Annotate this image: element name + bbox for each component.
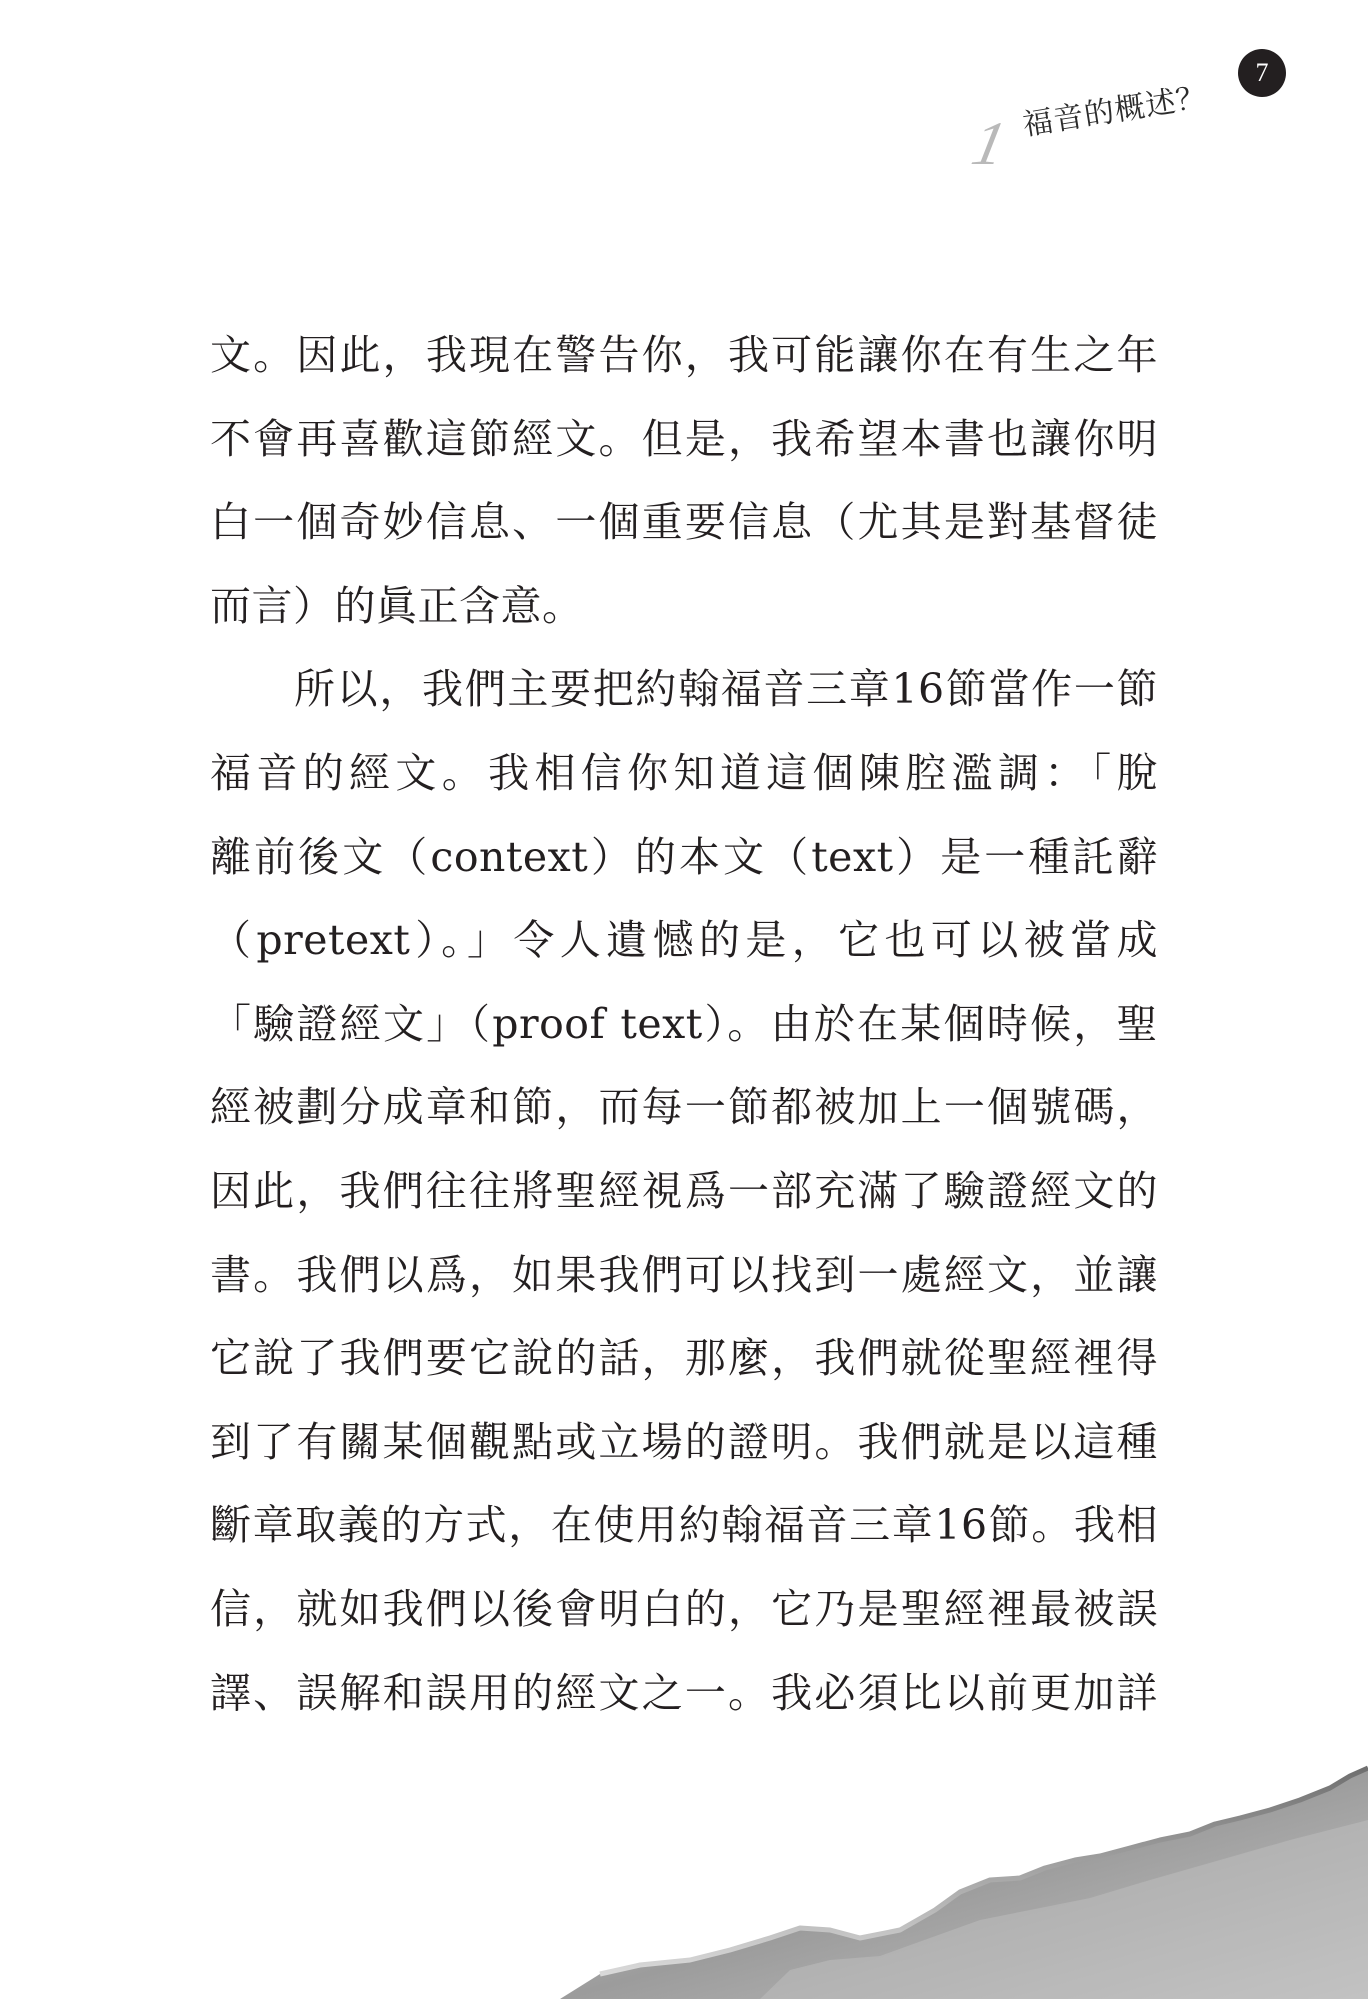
text-line: 福音的經文。我相信你知道這個陳腔濫調：「脫	[210, 748, 1158, 797]
running-title: 福音的概述？	[1020, 79, 1210, 144]
text-line: 書。我們以爲，如果我們可以找到一處經文，並讓	[210, 1250, 1158, 1299]
text-line: 白一個奇妙信息、一個重要信息（尤其是對基督徒	[210, 498, 1158, 547]
text-line: 信，就如我們以後會明白的，它乃是聖經裡最被誤	[210, 1584, 1158, 1633]
text-line: 經被劃分成章和節，而每一節都被加上一個號碼，	[210, 1083, 1158, 1132]
page-number-badge: 7	[1238, 49, 1286, 97]
text-line: （pretext）。」令人遺憾的是，它也可以被當成	[210, 916, 1158, 965]
text-line: 譯、誤解和誤用的經文之一。我必須比以前更加詳	[210, 1668, 1158, 1717]
text-line: 而言）的眞正含意。	[210, 581, 584, 630]
text-line: 斷章取義的方式，在使用約翰福音三章16節。我相	[210, 1501, 1158, 1550]
text-line: 不會再喜歡這節經文。但是，我希望本書也讓你明	[210, 414, 1158, 463]
text-line: 離前後文（context）的本文（text）是一種託辭	[210, 832, 1158, 881]
chapter-number: 1	[966, 108, 1013, 178]
paragraph	[210, 656, 1158, 1743]
chapter-number-mark	[966, 104, 1016, 178]
body-text	[210, 322, 1158, 1743]
text-line: 「驗證經文」（proof text）。由於在某個時候，聖	[210, 999, 1158, 1048]
text-line: 所以，我們主要把約翰福音三章16節當作一節	[294, 665, 1158, 714]
paragraph-continued	[210, 322, 1158, 656]
text-line: 文。因此，我現在警告你，我可能讓你在有生之年	[210, 331, 1158, 379]
text-line: 因此，我們往往將聖經視爲一部充滿了驗證經文的	[210, 1166, 1158, 1215]
ink-wash-shadow	[760, 1820, 1368, 1999]
text-line: 到了有關某個觀點或立場的證明。我們就是以這種	[210, 1417, 1158, 1466]
text-line: 它說了我們要它說的話，那麼，我們就從聖經裡得	[210, 1334, 1158, 1383]
ink-wash-decoration	[0, 1760, 1368, 1999]
